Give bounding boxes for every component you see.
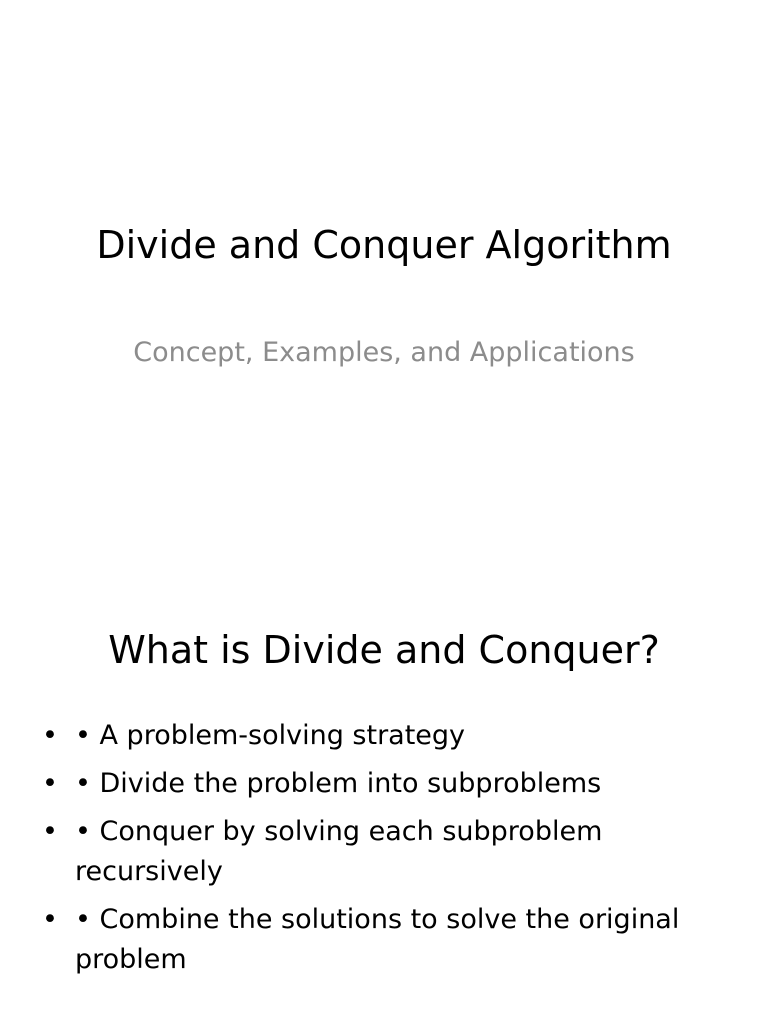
list-item <box>0 812 768 892</box>
list-item-text: • A problem-solving strategy <box>75 720 466 751</box>
list-item <box>0 764 768 804</box>
list-item-text: • Divide the problem into subproblems <box>75 768 602 799</box>
bullet-icon: • <box>42 816 58 847</box>
list-item-text: • Combine the solutions to solve the original problem <box>75 904 680 975</box>
list-item <box>0 900 768 980</box>
bullet-icon: • <box>42 720 58 751</box>
list-item-text: • Conquer by solving each subproblem recursively <box>75 816 603 887</box>
slide-what-is <box>0 576 768 1024</box>
bullet-icon: • <box>42 904 58 935</box>
bullet-icon: • <box>42 768 58 799</box>
list-item <box>0 716 768 756</box>
slide-title-heading: Divide and Conquer Algorithm <box>96 223 672 267</box>
bullet-list <box>0 716 768 988</box>
slide-subtitle: Concept, Examples, and Applications <box>133 337 635 368</box>
slide-heading: What is Divide and Conquer? <box>108 628 660 672</box>
